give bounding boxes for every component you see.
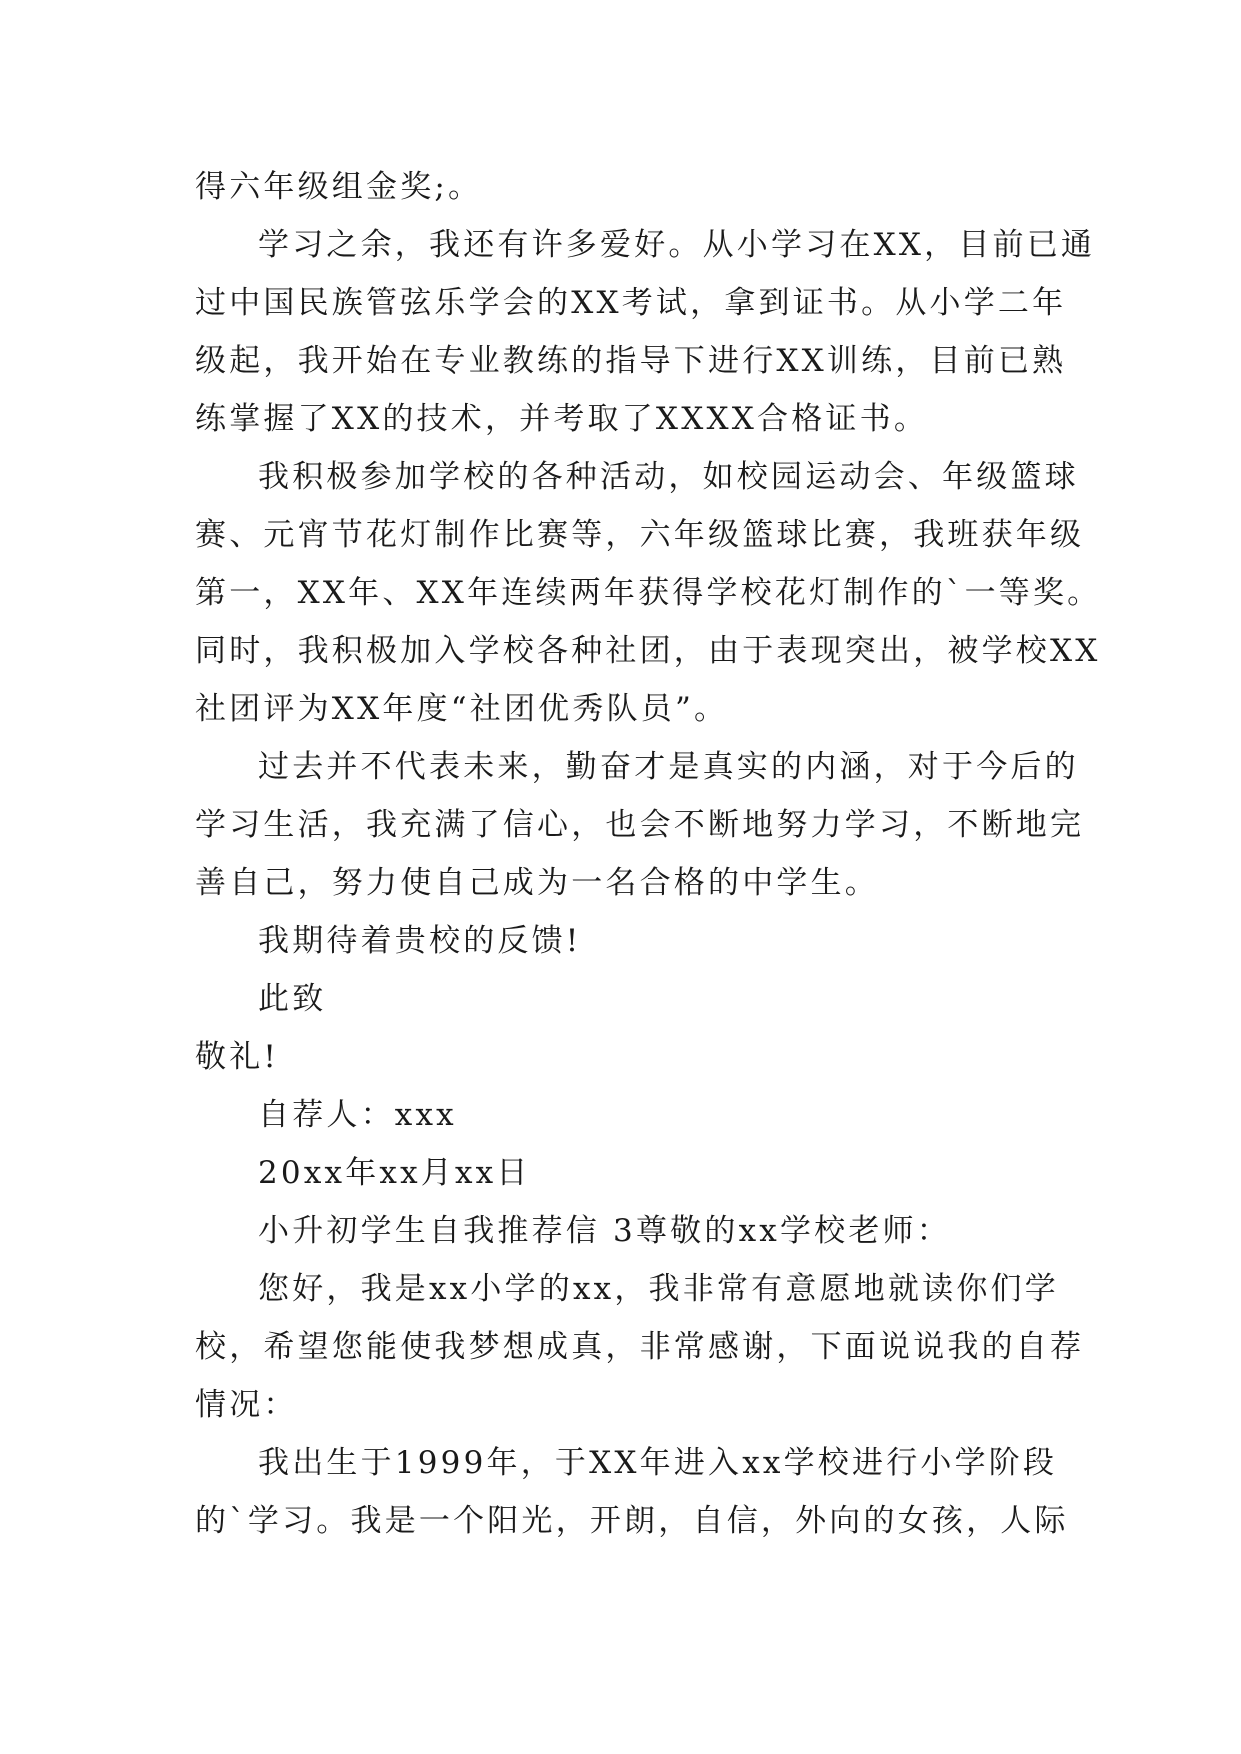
text-line: 的`学习。我是一个阳光，开朗，自信，外向的女孩，人际 [195, 1503, 1069, 1539]
text-line: 善自己，努力使自己成为一名合格的中学生。 [195, 865, 879, 901]
paragraph-start-line: 过去并不代表未来，勤奋才是真实的内涵，对于今后的 [258, 749, 1079, 785]
text-line: 第一，XX年、XX年连续两年获得学校花灯制作的`一等奖。 [195, 575, 1102, 611]
text-line: 学习生活，我充满了信心，也会不断地努力学习，不断地完 [195, 807, 1085, 843]
text-line: 校，希望您能使我梦想成真，非常感谢，下面说说我的自荐 [195, 1329, 1085, 1365]
paragraph-start-line: 您好，我是xx小学的xx，我非常有意愿地就读你们学 [258, 1271, 1059, 1307]
salutation-line: 此致 [258, 981, 327, 1017]
text-line: 练掌握了XX的技术，并考取了XXXX合格证书。 [195, 401, 929, 437]
signature-line: 自荐人：xxx [258, 1097, 457, 1133]
paragraph-start-line: 我积极参加学校的各种活动，如校园运动会、年级篮球 [258, 459, 1079, 495]
text-line: 过中国民族管弦乐学会的XX考试，拿到证书。从小学二年 [195, 285, 1067, 321]
text-line: 级起，我开始在专业教练的指导下进行XX训练，目前已熟 [195, 343, 1067, 379]
letter-heading-line: 小升初学生自我推荐信 3尊敬的xx学校老师： [258, 1213, 951, 1249]
paragraph-start-line: 我出生于1999年，于XX年进入xx学校进行小学阶段 [258, 1445, 1058, 1481]
text-line: 同时，我积极加入学校各种社团，由于表现突出，被学校XX [195, 633, 1101, 669]
closing-line: 我期待着贵校的反馈! [258, 923, 582, 959]
text-line: 情况： [195, 1387, 298, 1423]
text-line: 赛、元宵节花灯制作比赛等，六年级篮球比赛，我班获年级 [195, 517, 1085, 553]
date-line: 20xx年xx月xx日 [258, 1155, 531, 1191]
paragraph-start-line: 学习之余，我还有许多爱好。从小学习在XX，目前已通 [258, 227, 1096, 263]
salutation-line: 敬礼! [195, 1039, 280, 1075]
text-line: 得六年级组金奖;。 [195, 169, 483, 205]
text-line: 社团评为XX年度“社团优秀队员”。 [195, 691, 729, 727]
